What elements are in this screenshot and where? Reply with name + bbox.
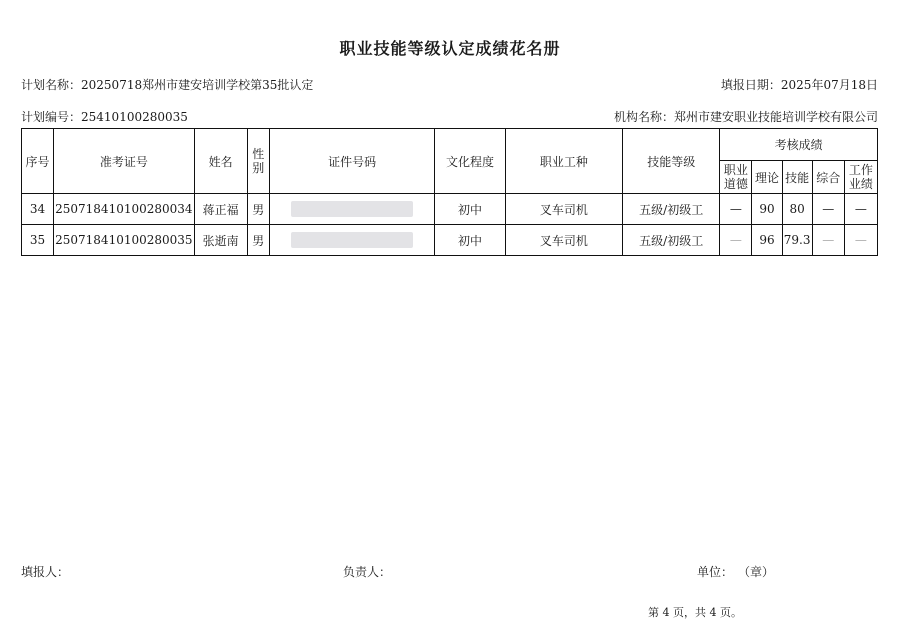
plan-no-label: 计划编号： — [21, 110, 82, 124]
cell-skill: 80 — [782, 194, 812, 225]
header-exam-no: 准考证号 — [54, 129, 194, 194]
cell-seq: 34 — [22, 194, 54, 225]
cell-ethics: — — [720, 194, 752, 225]
table-row — [22, 225, 878, 256]
filler-label: 填报人： — [21, 565, 70, 579]
responsible-label: 负责人： — [343, 565, 392, 579]
cell-exam-no: 250718410100280034 — [54, 194, 194, 225]
header-overall: 综合 — [812, 161, 844, 194]
cell-name: 张逝南 — [194, 225, 247, 256]
cell-gender: 男 — [247, 225, 269, 256]
cell-seq: 35 — [22, 225, 54, 256]
cell-skill-level: 五级/初级工 — [623, 225, 720, 256]
table-row — [22, 194, 878, 225]
cell-theory: 96 — [752, 225, 782, 256]
cell-education: 初中 — [435, 194, 505, 225]
header-name: 姓名 — [194, 129, 247, 194]
score-roster-table — [21, 128, 878, 256]
plan-name-label: 计划名称： — [21, 78, 82, 92]
redacted-id-block — [291, 232, 413, 248]
cell-skill: 79.3 — [782, 225, 812, 256]
org-name-value: 郑州市建安职业技能培训学校有限公司 — [673, 110, 878, 124]
cell-theory: 90 — [752, 194, 782, 225]
cell-exam-no: 250718410100280035 — [54, 225, 194, 256]
header-skill: 技能 — [782, 161, 812, 194]
plan-no-line — [21, 108, 188, 125]
header-ethics: 职业道德 — [720, 161, 752, 194]
header-seq: 序号 — [22, 129, 54, 194]
seal-mark: （章） — [738, 565, 775, 579]
cell-name: 蒋正福 — [194, 194, 247, 225]
cell-skill-level: 五级/初级工 — [623, 194, 720, 225]
header-occupation: 职业工种 — [505, 129, 622, 194]
header-skill-level: 技能等级 — [623, 129, 720, 194]
fill-date-line — [721, 76, 878, 93]
page-title: 职业技能等级认定成绩花名册 — [339, 39, 561, 58]
cell-overall: — — [812, 194, 844, 225]
cell-overall: — — [812, 225, 844, 256]
page-info: 第 4 页，共 4 页。 — [648, 606, 742, 619]
cell-gender: 男 — [247, 194, 269, 225]
cell-ethics: — — [720, 225, 752, 256]
fill-date-value: 2025年07月18日 — [780, 78, 878, 92]
redacted-id-block — [291, 201, 413, 217]
cell-performance: — — [844, 194, 877, 225]
header-scores: 考核成绩 — [720, 129, 878, 161]
header-gender: 性别 — [247, 129, 269, 194]
header-theory: 理论 — [752, 161, 782, 194]
plan-name-line — [21, 76, 313, 93]
cell-education: 初中 — [435, 225, 505, 256]
header-performance: 工作业绩 — [844, 161, 877, 194]
org-name-line — [614, 108, 878, 125]
plan-no-value: 25410100280035 — [81, 110, 188, 124]
cell-id-no — [269, 194, 435, 225]
cell-occupation: 叉车司机 — [505, 194, 622, 225]
cell-performance: — — [844, 225, 877, 256]
cell-id-no — [269, 225, 435, 256]
header-education: 文化程度 — [435, 129, 505, 194]
unit-label: 单位： — [697, 565, 734, 579]
header-id-no: 证件号码 — [269, 129, 435, 194]
org-name-label: 机构名称： — [613, 110, 674, 124]
fill-date-label: 填报日期： — [720, 78, 781, 92]
plan-name-value: 20250718郑州市建安培训学校第35批认定 — [81, 78, 314, 92]
cell-occupation: 叉车司机 — [505, 225, 622, 256]
